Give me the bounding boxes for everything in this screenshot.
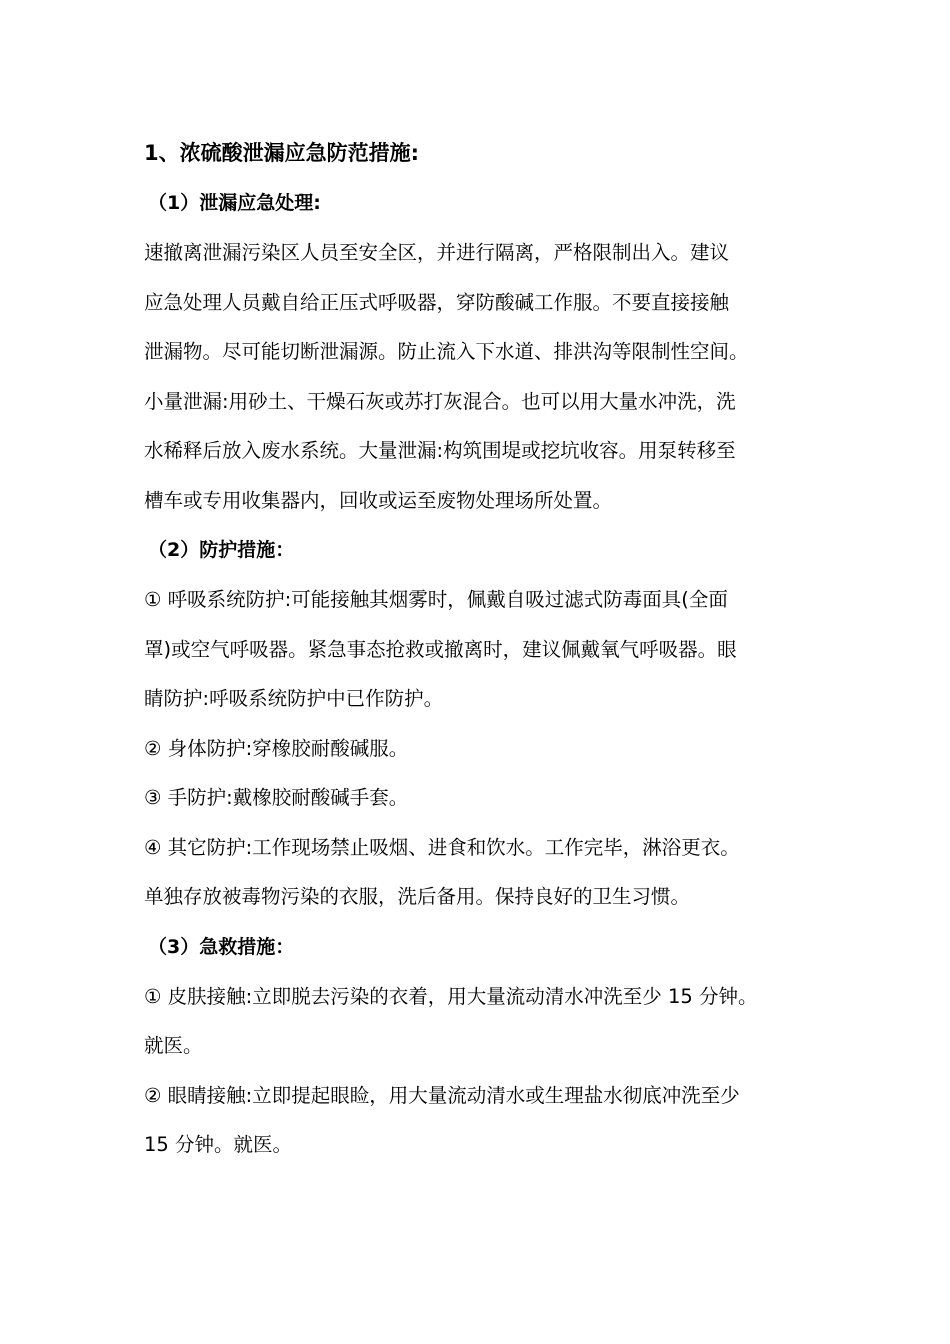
text-line: ④ 其它防护:工作现场禁止吸烟、进食和饮水。工作完毕，淋浴更衣。: [144, 835, 740, 859]
document-body: [144, 128, 814, 1170]
text-line: ① 皮肤接触:立即脱去污染的衣着，用大量流动清水冲洗至少 15 分钟。: [144, 984, 758, 1008]
text-line: 速撤离泄漏污染区人员至安全区，并进行隔离，严格限制出入。建议: [144, 241, 730, 264]
paragraph-other-protection: [144, 823, 814, 922]
subsection-heading-protection: （2）防护措施：: [148, 539, 295, 561]
paragraph-eye-contact: [144, 1071, 814, 1170]
text-line: 就医。: [144, 1034, 203, 1057]
subsection-heading-leak: （1）泄漏应急处理:: [148, 192, 321, 214]
text-line: ② 身体防护:穿橡胶耐酸碱服。: [144, 736, 409, 760]
text-line: 小量泄漏:用砂土、干燥石灰或苏打灰混合。也可以用大量水冲洗，洗: [144, 389, 736, 413]
paragraph-hand-protection: [144, 773, 814, 823]
text-line: 应急处理人员戴自给正压式呼吸器，穿防酸碱工作服。不要直接接触: [144, 290, 730, 314]
paragraph-skin-contact: [144, 972, 814, 1071]
text-line: 单独存放被毒物污染的衣服，洗后备用。保持良好的卫生习惯。: [144, 885, 691, 908]
text-line: ② 眼睛接触:立即提起眼睑，用大量流动清水或生理盐水彻底冲洗至少: [144, 1083, 740, 1107]
paragraph-respiratory-protection: [144, 575, 814, 724]
subsection-heading-first-aid: （3）急救措施：: [148, 935, 295, 958]
text-line: 睛防护:呼吸系统防护中已作防护。: [144, 687, 444, 710]
section-title: 1、浓硫酸泄漏应急防范措施:: [144, 141, 420, 165]
text-line: ③ 手防护:戴橡胶耐酸碱手套。: [144, 786, 409, 809]
text-line: 罩)或空气呼吸器。紧急事态抢救或撤离时，建议佩戴氧气呼吸器。眼: [144, 637, 737, 661]
text-line: 15 分钟。就医。: [144, 1133, 293, 1156]
paragraph-leak-handling: [144, 228, 814, 525]
text-line: 泄漏物。尽可能切断泄漏源。防止流入下水道、排洪沟等限制性空间。: [144, 340, 749, 363]
text-line: ① 呼吸系统防护:可能接触其烟雾时，佩戴自吸过滤式防毒面具(全面: [144, 588, 728, 611]
paragraph-body-protection: [144, 724, 814, 774]
text-line: 水稀释后放入废水系统。大量泄漏:构筑围堤或挖坑收容。用泵转移至: [144, 439, 736, 462]
text-line: 槽车或专用收集器内，回收或运至废物处理场所处置。: [144, 488, 613, 512]
